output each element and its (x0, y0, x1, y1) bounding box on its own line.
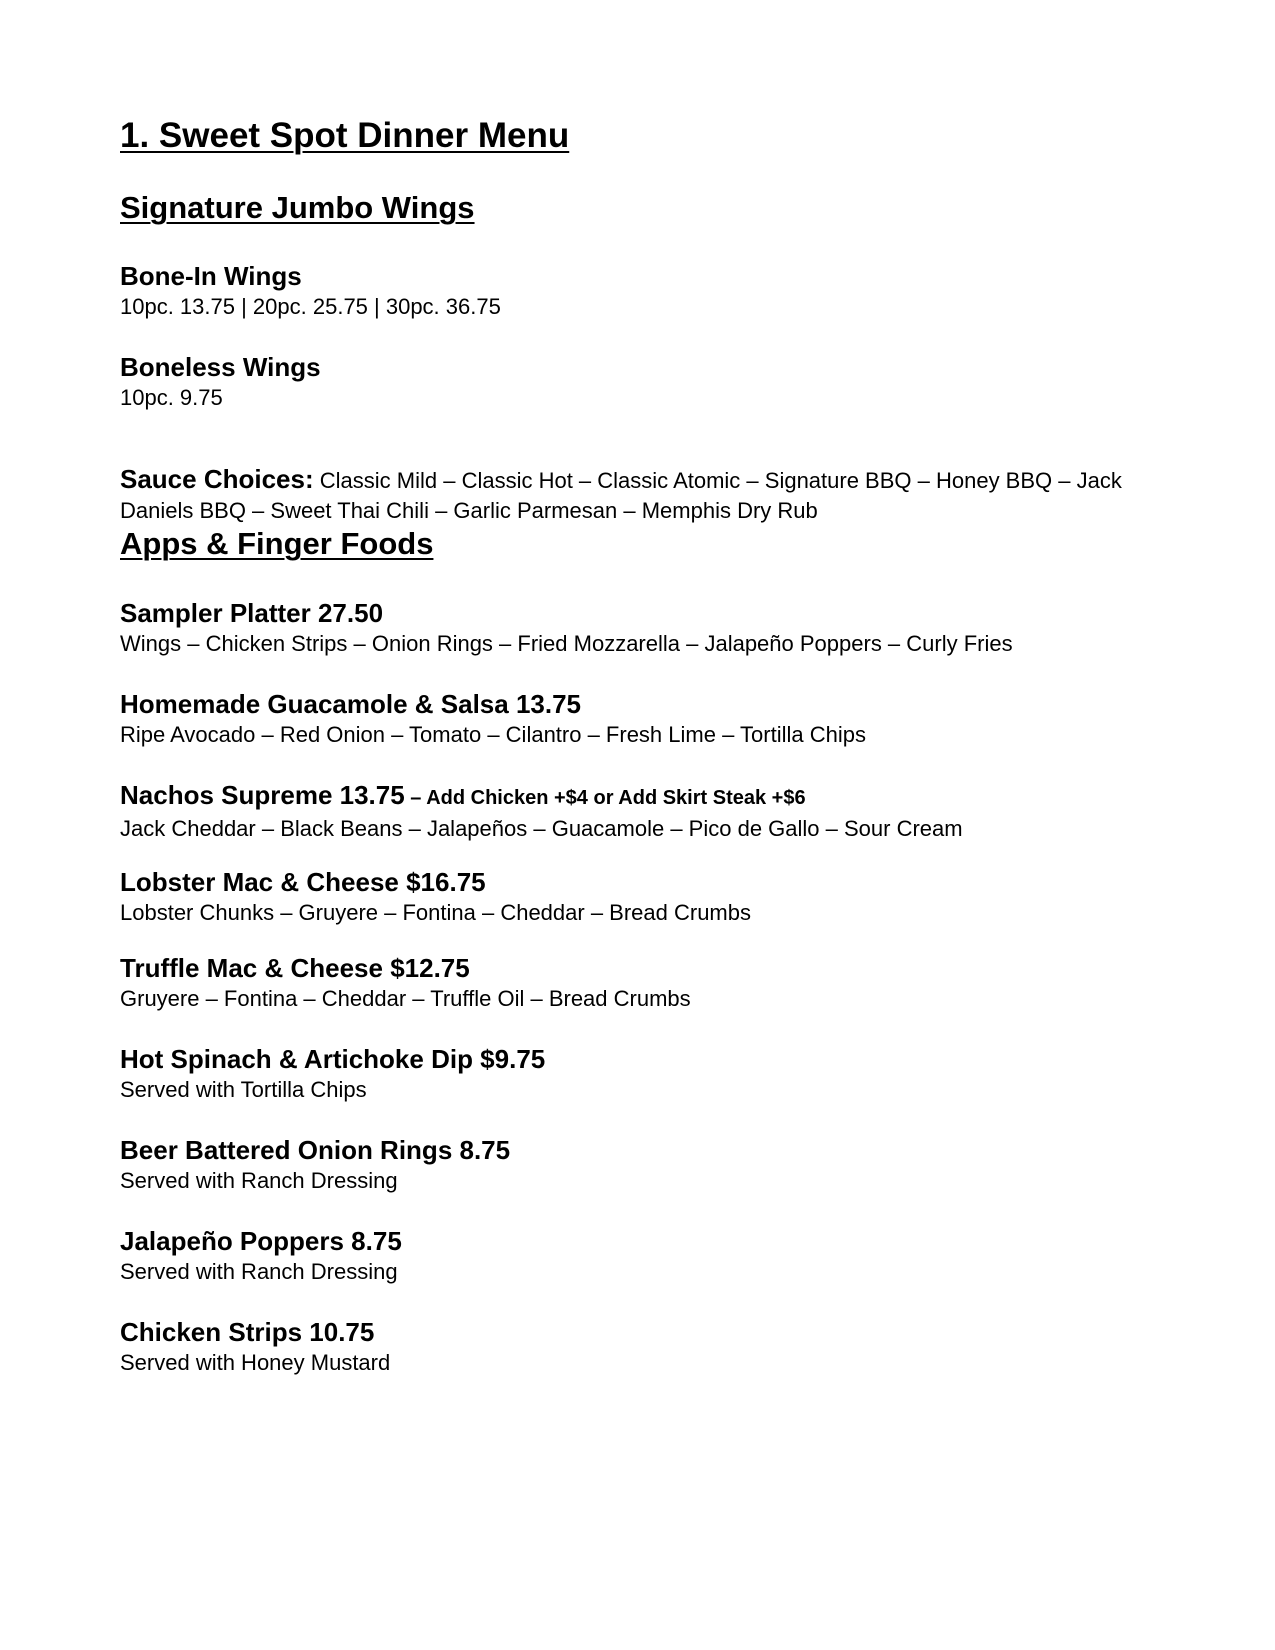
item-name: Boneless Wings (120, 352, 321, 382)
item-name: Truffle Mac & Cheese $12.75 (120, 953, 470, 983)
item-name: Bone-In Wings (120, 261, 302, 291)
item-name: Beer Battered Onion Rings 8.75 (120, 1135, 511, 1165)
menu-item (120, 597, 1180, 659)
item-name: Hot Spinach & Artichoke Dip $9.75 (120, 1044, 546, 1074)
menu-item (120, 688, 1180, 750)
item-description: Served with Ranch Dressing (120, 1259, 398, 1284)
item-description: 10pc. 13.75 | 20pc. 25.75 | 30pc. 36.75 (120, 294, 501, 319)
item-description: Served with Honey Mustard (120, 1350, 391, 1375)
item-description: Served with Ranch Dressing (120, 1168, 398, 1193)
menu-item (120, 260, 1180, 322)
menu-item (120, 866, 1180, 928)
sauce-list: Classic Mild – Classic Hot – Classic Atomic – Signature BBQ – Honey BBQ – Jack Daniels BBQ – Sweet Thai Chili – Garlic Parmesan – Memphis Dry Rub (120, 468, 1122, 523)
item-name: Homemade Guacamole & Salsa 13.75 (120, 689, 582, 719)
item-name: Jalapeño Poppers 8.75 (120, 1226, 402, 1256)
section-title-wings: Signature Jumbo Wings (120, 190, 475, 225)
menu-item (120, 779, 1180, 844)
item-name (120, 779, 1180, 814)
item-title: Nachos Supreme 13.75 (120, 780, 405, 810)
section-title-apps: Apps & Finger Foods (120, 526, 434, 561)
page-title: 1. Sweet Spot Dinner Menu (120, 116, 570, 155)
item-name: Sampler Platter 27.50 (120, 598, 384, 628)
menu-item (120, 952, 1180, 1014)
item-description: Ripe Avocado – Red Onion – Tomato – Cilantro – Fresh Lime – Tortilla Chips (120, 722, 866, 747)
menu-item (120, 1043, 1180, 1105)
item-name: Lobster Mac & Cheese $16.75 (120, 867, 486, 897)
item-description: Served with Tortilla Chips (120, 1077, 367, 1102)
item-description: 10pc. 9.75 (120, 385, 223, 410)
item-addon: – Add Chicken +$4 or Add Skirt Steak +$6 (404, 787, 806, 809)
item-description: Wings – Chicken Strips – Onion Rings – Fried Mozzarella – Jalapeño Poppers – Curly Fries (120, 631, 1013, 656)
item-description: Jack Cheddar – Black Beans – Jalapeños – Guacamole – Pico de Gallo – Sour Cream (120, 816, 963, 841)
item-name: Chicken Strips 10.75 (120, 1317, 375, 1347)
menu-item (120, 351, 1180, 413)
item-description: Lobster Chunks – Gruyere – Fontina – Cheddar – Bread Crumbs (120, 900, 751, 925)
sauce-label: Sauce Choices: (120, 464, 314, 494)
menu-item (120, 1225, 1180, 1287)
item-description: Gruyere – Fontina – Cheddar – Truffle Oil – Bread Crumbs (120, 986, 691, 1011)
menu-item (120, 1134, 1180, 1196)
sauce-choices (120, 464, 1180, 526)
menu-item (120, 1316, 1180, 1378)
